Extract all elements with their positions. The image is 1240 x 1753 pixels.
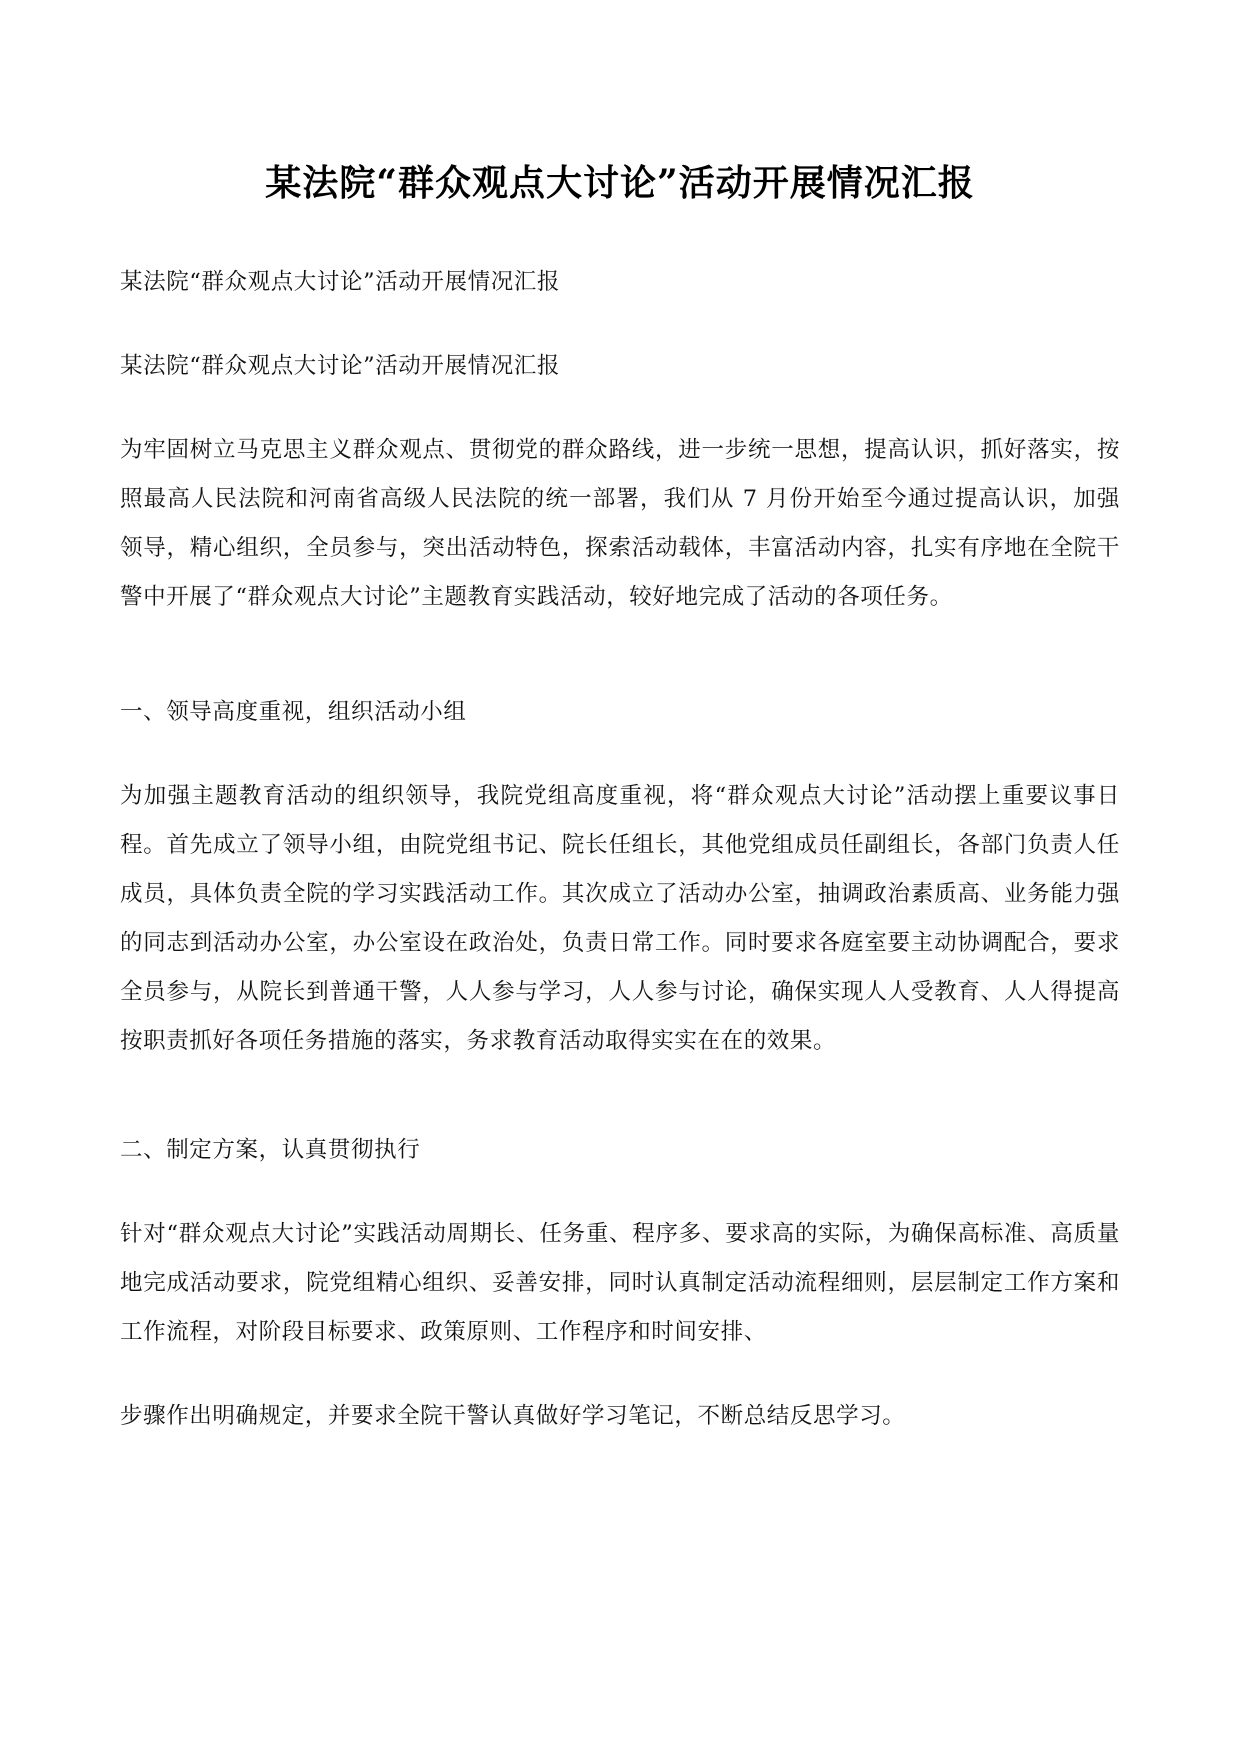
document-title: 某法院“群众观点大讨论”活动开展情况汇报 — [265, 162, 975, 204]
section-1-paragraph: 为加强主题教育活动的组织领导，我院党组高度重视，将“群众观点大讨论”活动摆上重要议事日程。首先成立了领导小组，由院党组书记、院长任组长，其他党组成员任副组长，各部门负责人任成员，具体负责全院的学习实践活动工作。其次成立了活动办公室，抽调政治素质高、业务能力强的同志到活动办公室，办公室设在政治处，负责日常工作。同时要求各庭室要主动协调配合，要求全员参与，从院长到普通干警，人人参与学习，人人参与讨论，确保实现人人受教育、人人得提高按职责抓好各项任务措施的落实，务求教育活动取得实实在在的效果。 — [120, 783, 1120, 1054]
section-2-continuation: 步骤作出明确规定，并要求全院干警认真做好学习笔记，不断总结反思学习。 — [120, 1403, 906, 1429]
subtitle-line-2: 某法院“群众观点大讨论”活动开展情况汇报 — [120, 353, 561, 379]
section-heading-1: 一、领导高度重视，组织活动小组 — [120, 699, 467, 725]
section-2-paragraph: 针对“群众观点大讨论”实践活动周期长、任务重、程序多、要求高的实际，为确保高标准、高质量地完成活动要求，院党组精心组织、妥善安排，同时认真制定活动流程细则，层层制定工作方案和工作流程，对阶段目标要求、政策原则、工作程序和时间安排、 — [120, 1221, 1120, 1345]
section-heading-2: 二、制定方案，认真贯彻执行 — [120, 1137, 421, 1163]
subtitle-line-1: 某法院“群众观点大讨论”活动开展情况汇报 — [120, 269, 561, 295]
intro-paragraph: 为牢固树立马克思主义群众观点、贯彻党的群众路线，进一步统一思想，提高认识，抓好落实，按照最高人民法院和河南省高级人民法院的统一部署，我们从 7 月份开始至今通过提高认识，加强领导，精心组织，全员参与，突出活动特色，探索活动载体，丰富活动内容，扎实有序地在全院干警中开展了“群众观点大讨论”主题教育实践活动，较好地完成了活动的各项任务。 — [120, 437, 1120, 610]
